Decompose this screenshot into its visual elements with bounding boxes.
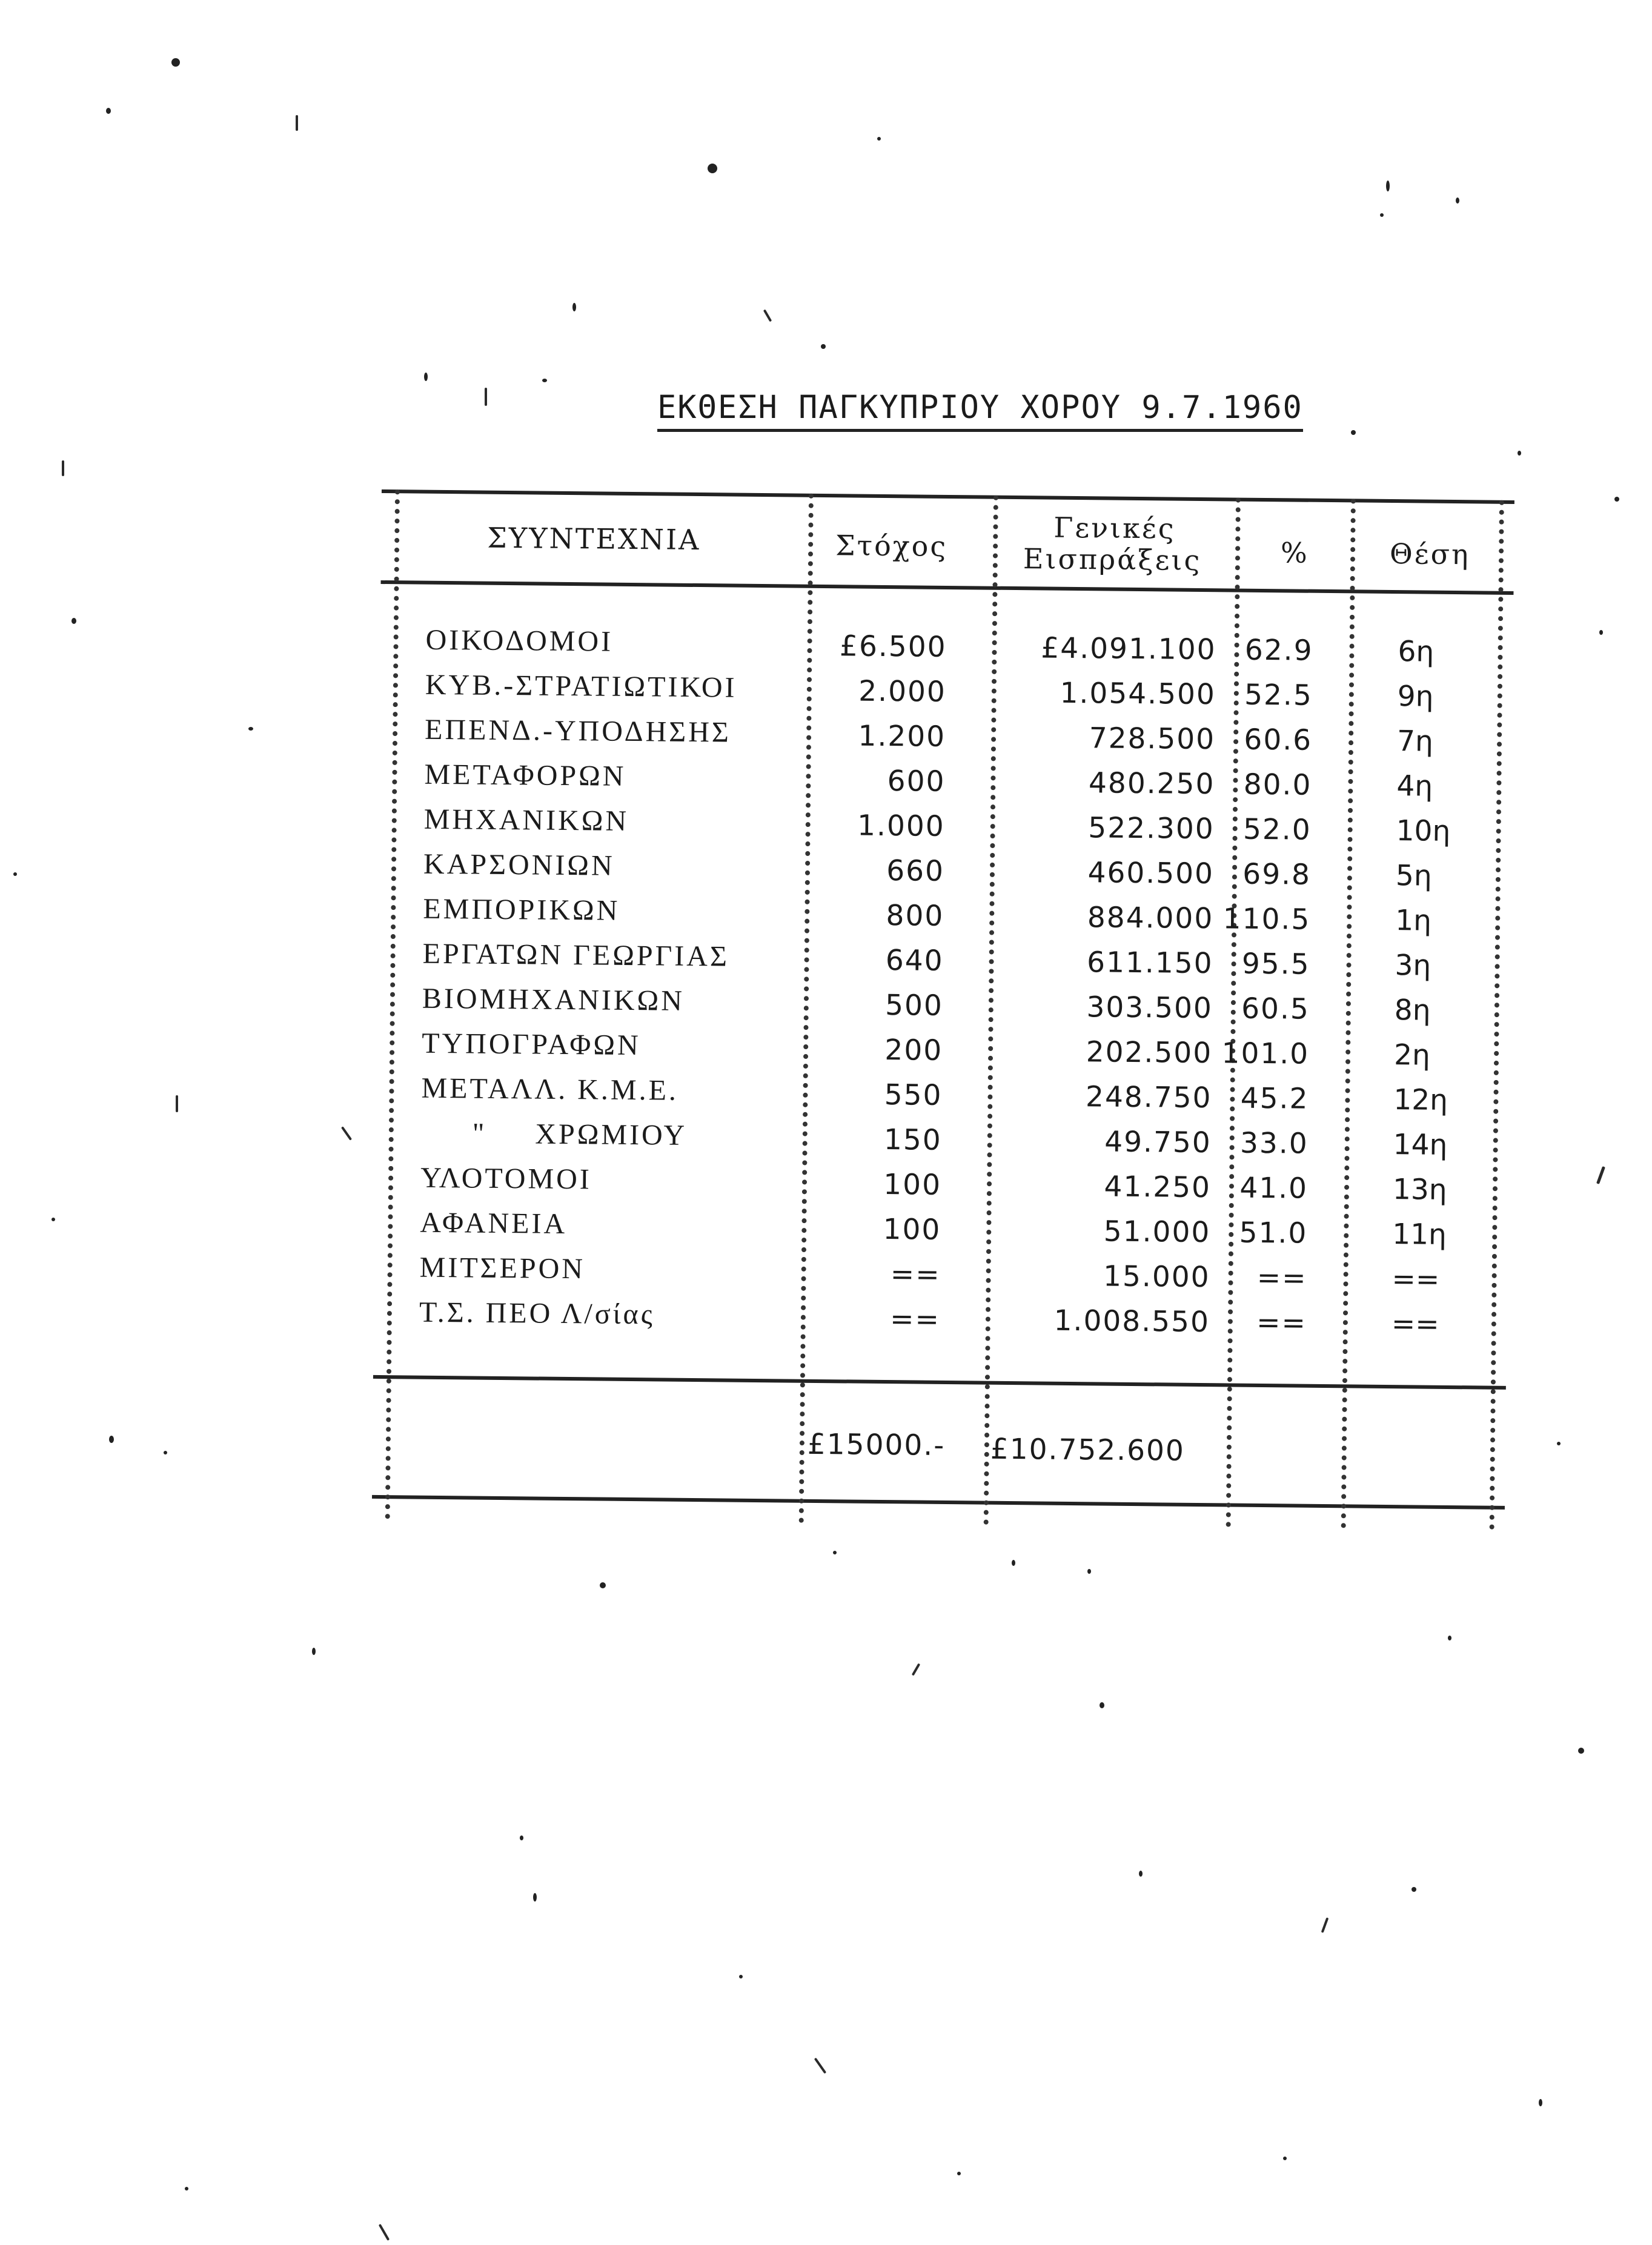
header-percent: %: [1280, 536, 1310, 569]
row-percent: ==: [1256, 1261, 1307, 1295]
row-percent: 62.9: [1244, 633, 1313, 668]
row-union: ΕΜΠΟΡΙΚΩΝ: [423, 892, 620, 927]
row-rank: 13η: [1392, 1173, 1447, 1207]
row-revenue: 1.054.500: [1060, 676, 1216, 712]
row-rank: 11η: [1392, 1218, 1447, 1252]
column-divider: [385, 489, 400, 1519]
row-percent: 33.0: [1239, 1126, 1309, 1161]
row-revenue: 1.008.550: [1053, 1304, 1210, 1339]
row-percent: 69.8: [1242, 857, 1312, 892]
row-target: 200: [884, 1033, 943, 1067]
row-revenue: 522.300: [1088, 811, 1215, 846]
row-revenue: 480.250: [1088, 766, 1215, 801]
row-revenue: 202.500: [1086, 1035, 1213, 1070]
row-union: ΥΛΟΤΟΜΟΙ: [420, 1161, 592, 1196]
row-union: " ΧΡΩΜΙΟΥ: [472, 1117, 688, 1152]
column-divider: [984, 496, 998, 1525]
row-target: 100: [883, 1213, 941, 1247]
row-rank: 5η: [1395, 859, 1432, 893]
header-bottom-rule: [381, 580, 1514, 595]
row-percent: 80.0: [1243, 768, 1312, 802]
row-percent: 60.6: [1244, 723, 1313, 757]
row-percent: 101.0: [1221, 1036, 1310, 1071]
row-union: ΒΙΟΜΗΧΑΝΙΚΩΝ: [422, 982, 685, 1017]
table-top-rule: [382, 489, 1514, 504]
row-target: 640: [885, 944, 944, 978]
row-revenue: 15.000: [1103, 1259, 1210, 1295]
row-union: ΜΗΧΑΝΙΚΩΝ: [423, 803, 629, 837]
row-revenue: 41.250: [1104, 1170, 1212, 1205]
column-divider: [1341, 499, 1356, 1528]
row-rank: 7η: [1396, 725, 1434, 758]
row-target: ==: [889, 1302, 941, 1336]
column-divider: [799, 494, 814, 1524]
row-rank: 8η: [1394, 993, 1431, 1027]
row-target: 600: [887, 764, 946, 798]
row-union: ΜΕΤΑΛΛ. Κ.Μ.Ε.: [421, 1072, 679, 1107]
header-union: ΣΥΥΝΤΕΧΝΙΑ: [486, 521, 701, 557]
row-target: 1.200: [858, 719, 946, 754]
row-rank: 9η: [1397, 680, 1434, 714]
row-percent: 52.5: [1244, 678, 1313, 712]
row-revenue: 728.500: [1089, 721, 1216, 757]
row-target: 660: [886, 854, 945, 888]
row-revenue: 884.000: [1087, 901, 1214, 936]
row-rank: ==: [1391, 1307, 1439, 1341]
row-union: ΜΕΤΑΦΟΡΩΝ: [424, 758, 626, 792]
row-target: 500: [884, 989, 944, 1023]
row-revenue: 248.750: [1085, 1080, 1212, 1115]
row-revenue: 611.150: [1086, 946, 1213, 981]
row-union: ΕΡΓΑΤΩΝ ΓΕΩΡΓΙΑΣ: [422, 937, 730, 973]
header-target: Στόχος: [835, 529, 948, 563]
row-revenue: 51.000: [1103, 1215, 1211, 1250]
row-union: ΜΙΤΣΕΡΟΝ: [419, 1251, 586, 1285]
row-revenue: £4.091.100: [1041, 631, 1216, 667]
header-revenue-line1: Γενικές: [1053, 511, 1176, 545]
row-rank: 1η: [1395, 904, 1432, 938]
row-percent: 41.0: [1239, 1171, 1309, 1205]
row-percent: ==: [1256, 1305, 1307, 1340]
row-union: ΚΥΒ.-ΣΤΡΑΤΙΩΤΙΚΟΙ: [425, 668, 737, 704]
total-revenue: £10.752.600: [990, 1432, 1186, 1468]
row-target: 550: [884, 1078, 943, 1112]
row-rank: 12η: [1393, 1083, 1448, 1117]
row-target: 800: [886, 899, 944, 933]
row-target: ==: [890, 1258, 941, 1292]
row-union: ΟΙΚΟΔΟΜΟΙ: [425, 623, 614, 658]
row-revenue: 460.500: [1087, 856, 1215, 891]
row-rank: 10η: [1396, 814, 1451, 848]
row-revenue: 49.750: [1104, 1125, 1212, 1160]
row-rank: 4η: [1396, 769, 1433, 803]
column-divider: [1490, 500, 1504, 1530]
row-rank: 14η: [1393, 1128, 1448, 1162]
row-union: ΕΠΕΝΔ.-ΥΠΟΔΗΣΗΣ: [424, 713, 732, 749]
row-percent: 52.0: [1242, 812, 1312, 847]
header-revenue-line2: Εισπράξεις: [1023, 542, 1202, 577]
row-revenue: 303.500: [1086, 990, 1213, 1026]
row-percent: 95.5: [1241, 947, 1310, 981]
row-target: 100: [883, 1168, 942, 1202]
row-rank: 2η: [1393, 1038, 1431, 1072]
column-divider: [1226, 498, 1241, 1528]
fundraising-table: [372, 489, 1514, 1530]
row-percent: 51.0: [1239, 1216, 1308, 1250]
header-rank: Θέση: [1389, 537, 1470, 571]
row-rank: 6η: [1398, 635, 1435, 669]
row-target: 2.000: [858, 674, 947, 709]
row-percent: 110.5: [1222, 902, 1311, 937]
row-union: ΑΦΑΝΕΙΑ: [420, 1206, 568, 1240]
row-union: Τ.Σ. ΠΕΟ Λ/σίας: [419, 1296, 655, 1331]
row-union: ΤΥΠΟΓΡΑΦΩΝ: [421, 1027, 641, 1062]
row-percent: 60.5: [1241, 992, 1310, 1026]
row-target: 150: [883, 1123, 942, 1157]
table-bottom-rule: [372, 1495, 1505, 1510]
document-title: ΕΚΘΕΣΗ ΠΑΓΚΥΠΡΙΟΥ ΧΟΡΟΥ 9.7.1960: [657, 388, 1303, 432]
row-target: £6.500: [839, 629, 947, 664]
row-union: ΚΑΡΣΟΝΙΩΝ: [423, 847, 615, 882]
totals-top-rule: [373, 1375, 1506, 1390]
row-rank: 3η: [1395, 949, 1431, 983]
total-target: £15000.-: [807, 1427, 946, 1463]
row-percent: 45.2: [1240, 1081, 1309, 1116]
row-target: 1.000: [857, 809, 945, 843]
row-rank: ==: [1392, 1262, 1440, 1296]
